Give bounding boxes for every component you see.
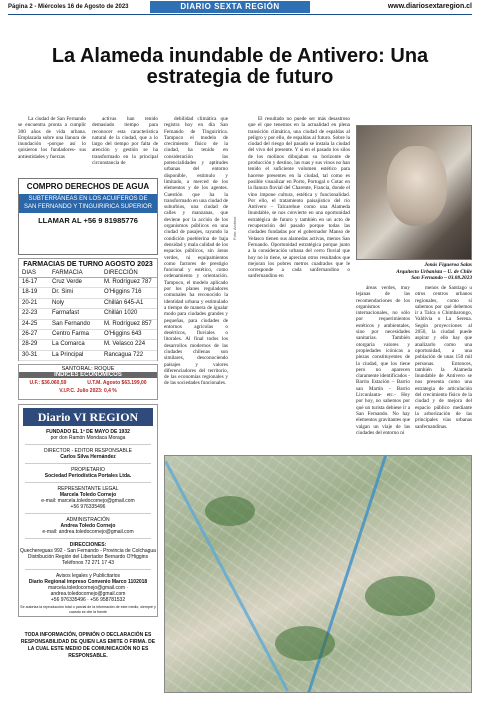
separator	[25, 538, 151, 539]
article-column-1	[18, 116, 86, 176]
header-rule	[8, 14, 472, 15]
caption-place: San Fernando – 03.08.2023	[411, 275, 472, 281]
green-area	[205, 496, 255, 526]
table-row: 18-19 Dr. Simi O'Higgins 716	[19, 288, 157, 298]
footnote: Se autoriza la reproducción total o parcial de la información de este medio, siempre y cuando se cite la fuente	[20, 605, 156, 614]
table-row: 16-17 Cruz Verde M. Rodríguez 787	[19, 278, 157, 288]
legal-phone: +56 976335496	[70, 504, 106, 510]
uf-value: U.F.: $36.060,59	[29, 380, 67, 386]
article-column-5	[356, 285, 410, 451]
table-row: 24-25 San Fernando M. Rodríguez 857	[19, 320, 157, 330]
article-column-6	[415, 285, 472, 451]
table-row: 22-23 Farmafast Chillán 1020	[19, 309, 157, 319]
page-number: Página 2 - Miércoles 16 de Agosto de 2023	[8, 4, 129, 10]
pharmacy-schedule	[18, 258, 158, 361]
article-text: activas han tenido demasiado tiempo para reconocer esta característica natural de la ciudad, que a lo largo del tiempo por falta de atención y gestión se ha transformado en la principal circunstancia de	[92, 116, 158, 167]
indices-title: ÍNDICES ECONÓMICOS	[19, 372, 157, 378]
col-header-days: DIAS	[22, 270, 37, 276]
table-row: 28-29 La Comarca M. Velasco 224	[19, 340, 157, 350]
director-name: Carlos Silva Hernández	[60, 454, 116, 460]
notices: Diario Regional impreso Convenio Marco 1102018	[28, 579, 148, 585]
article-text: El resultado no puede ser más desastroso que el que tenemos en la actualidad en plena transición climática, una ciudad de espaldas al peligro y por ello, de espaldas al futuro. Sobre la ciudad del riesgo del pasado se instala la ciudad del vivo del presente. Y si en el pasado los silos de los molinos dibujaban su horizonte de producción y destino, las ruas y sus vinos no han tenido el suficiente volumen estético para hacerse presentes en la ciudad, tal como es posible visualizar en Porto, Portugal o Cotac en la llanura fluvial del Charente, Francia, donde el vino impone cultura, estética y funcionalidad. Por ello, el tratamiento paisajístico del río Antivero – Talcarehue como una Alameda Inundable, se nos convierte en una oportunidad estratégica de futuro y también en un acto de recuperación del pasado porque todas las ciudades fundadas por el gobernador Manso de Velasco tienen sus alamedas activas, menos San Fernando. Oportunidad estratégica porque junto a la consideración urbana del cerro fluvial que hoy no lo tiene, se aprecian otros resultados que mejoran los pobres metros cuadrados que le corresponde a cada sanfernandino o sanfernandino en	[248, 116, 350, 280]
article-text: debilidad climática que registra hoy en día San Fernando de Tinguiririca. Tampoco el modelo de crecimiento físico de la ciudad, ha tenido en consideración las potencialidades y aptitudes urbanas del entorno disponible, estimulo y limitado, a merced de los elementos y de los agentes. Cuestión que ha la transformado en una ciudad de suburbios, una ciudad de calles y manzanas, que deviene por la acción de los organismos públicos en una ciudad de pasajes, rayando la condición pueblerina de baja densidad y mala calidad de los espacios públicos, sin áreas verdes, ni equipamientos como factores de prestigio funcional y estético, como ordenamiento y orientación. Tampoco, el modelo aplicado por los planes reguladores comunales ha reconocido la identidad urbana y estimulado a tiempo de manera de igualar modo para ciudades grandes y pequeñas, para ciudades de entornos agrícolas o desérticos, fluviales o litorales. Al final todos los desarrollos modernos de las ciudades chilenas son similares, desconociendo paisajes y valores diferenciadores del territorio, de las economías regionales y de las sociedades funcionales.	[164, 116, 228, 387]
separator	[25, 444, 151, 445]
address: Quechereguas 992 - San Fernando - Provincia de Colchagua	[20, 548, 156, 554]
separator	[25, 569, 151, 570]
santoral: SANTORAL: ROQUE	[61, 366, 115, 372]
author-face	[387, 146, 447, 226]
photo-caption	[356, 262, 472, 282]
masthead-box	[18, 404, 158, 617]
table-row: 20-21 Noly Chillán 645-A1	[19, 299, 157, 309]
indices-row	[19, 380, 157, 386]
owner-label: PROPIETARIO	[71, 467, 105, 473]
pharmacy-header	[19, 269, 157, 278]
notices-label: Avisos legales y Publicitarios	[55, 573, 121, 579]
article-text: La ciudad de San Fernando se encuentra pronta a cumplir 300 años de vida urbana. Emplazada sobre una llanura de inundación -porque así lo quisieron los fundadores- sus antiestidades y fuerzas	[18, 116, 86, 160]
distribution: Distribución Región del Libertador Bernardo O'Higgins	[27, 554, 149, 560]
admin-email[interactable]: e-mail: andrea.toledocornejo@gmail.com	[42, 529, 134, 535]
water-rights-ad	[18, 178, 158, 255]
admin-label: ADMINISTRACIÓN	[66, 517, 110, 523]
ipc-row	[19, 388, 157, 394]
legal-label: REPRESENTANTE LEGAL	[57, 486, 119, 492]
pharmacy-title: FARMACIAS DE TURNO AGOSTO 2023	[23, 261, 153, 268]
founder: por don Ramón Mondaca Moraga	[50, 435, 126, 441]
economic-indices	[18, 364, 158, 400]
table-row: 30-31 La Principal Rancagua 722	[19, 351, 157, 361]
address-label: DIRECCIONES:	[69, 542, 107, 548]
paper-name-banner: DIARIO SEXTA REGIÓN	[150, 1, 310, 13]
ad-phone[interactable]: LLAMAR AL +56 9 81985776	[38, 216, 138, 225]
caption-name: Jonás Figueroa Salas	[424, 262, 472, 268]
phone: Teléfonos 72 271 17 43	[62, 560, 114, 566]
ipc-value: V.I.P.C. Julio 2023: 0,4 %	[59, 388, 117, 394]
notices-phones: +56 976335496 · +56 958781532	[50, 597, 126, 603]
legal-name: Marcela Toledo Cornejo	[59, 492, 117, 498]
utm-value: U.T.M. Agosto $63.199,00	[87, 380, 147, 386]
aerial-map-image	[164, 455, 472, 693]
article-text: áreas verdes, muy lejanas de las recomendaciones de los organismos internacionales, no sólo por requerimientos estéticos y ambientales, sino por necesidades sanitarias. También otorgaría valores y propiedades icónicas a piezas constituyentes de la ciudad, que los tiene pero no aparecen claramente identificados -Barrio Estación – Barrio san Martín - Barrio Lircunlauta- etc.- Hoy por hoy, no sabemos por qué un turista debiese ir a San Fernando. No hay elementos gravitantes que valgan un viaje de las ciudades del entorno ni	[356, 285, 410, 436]
ad-band: SUBTERRÁNEAS EN LOS ACUIFEROS DE SAN FERNANDO Y TINGUIRIRICA SUPERIOR	[19, 194, 157, 213]
newspaper-logo: Diario VI REGION	[23, 408, 153, 426]
founded-date: FUNDADO EL 1º DE MAYO DE 1932	[46, 429, 130, 435]
photo-side-credit: Foto: Archivo	[232, 216, 237, 240]
article-text: menos de Santiago u otros centros urbanos regionales, como sí sabemos por qué debemos ir a Talca o Chimbarongo, Valdivia o La Serena. Según proyecciones al 2050, la ciudad puede aspirar y ello hay que analizarlo como una oportunidad, a una población de unas 150 mil personas. Entonces, también la Alameda Inundable de Antivero se nos presenta como una estrategia de articulación del crecimiento físico de la ciudad y de mejora del espacio público mediante la arborización de las principales vías urbanas sanfernandinas.	[415, 285, 472, 430]
director-label: DIRECTOR - EDITOR RESPONSABLE	[44, 448, 132, 454]
author-photo	[356, 125, 472, 260]
article-column-3	[164, 116, 228, 452]
owner-name: Sociedad Periodística Portales Ltda.	[44, 473, 132, 479]
website-link[interactable]: www.diariosextaregion.cl	[387, 3, 472, 10]
article-column-2	[92, 116, 158, 176]
separator	[25, 513, 151, 514]
article-column-4	[248, 116, 350, 452]
table-row: 26-27 Centro Farma O'Higgins 643	[19, 330, 157, 340]
caption-role: Arquitecto Urbanista – U. de Chile	[396, 268, 472, 275]
admin-name: Andrea Toledo Cornejo	[60, 523, 116, 529]
green-area	[275, 626, 335, 661]
legal-email[interactable]: e-mail: marcela.toledocornejo@gmail.com	[41, 498, 135, 504]
disclaimer: TODA INFORMACIÓN, OPINIÓN O DECLARACIÓN ES RESPONSABILIDAD DE QUIEN LAS EMITE O FIRMA. DE LA CUAL ESTE MEDIO DE COMUNICACIÓN NO ES RESPONSABLE.	[20, 632, 156, 659]
separator	[25, 482, 151, 483]
green-area	[365, 576, 435, 616]
col-header-pharmacy: FARMACIA	[52, 270, 83, 276]
separator	[25, 463, 151, 464]
col-header-address: DIRECCIÓN	[104, 270, 138, 276]
headline: La Alameda inundable de Antivero: Una estrategia de futuro	[51, 45, 429, 88]
notices-mail: marcela.toledocornejo@gmail.com · andrea.toledocornejo@gmail.com	[47, 585, 129, 597]
ad-title: COMPRO DERECHOS DE AGUA	[26, 182, 150, 191]
